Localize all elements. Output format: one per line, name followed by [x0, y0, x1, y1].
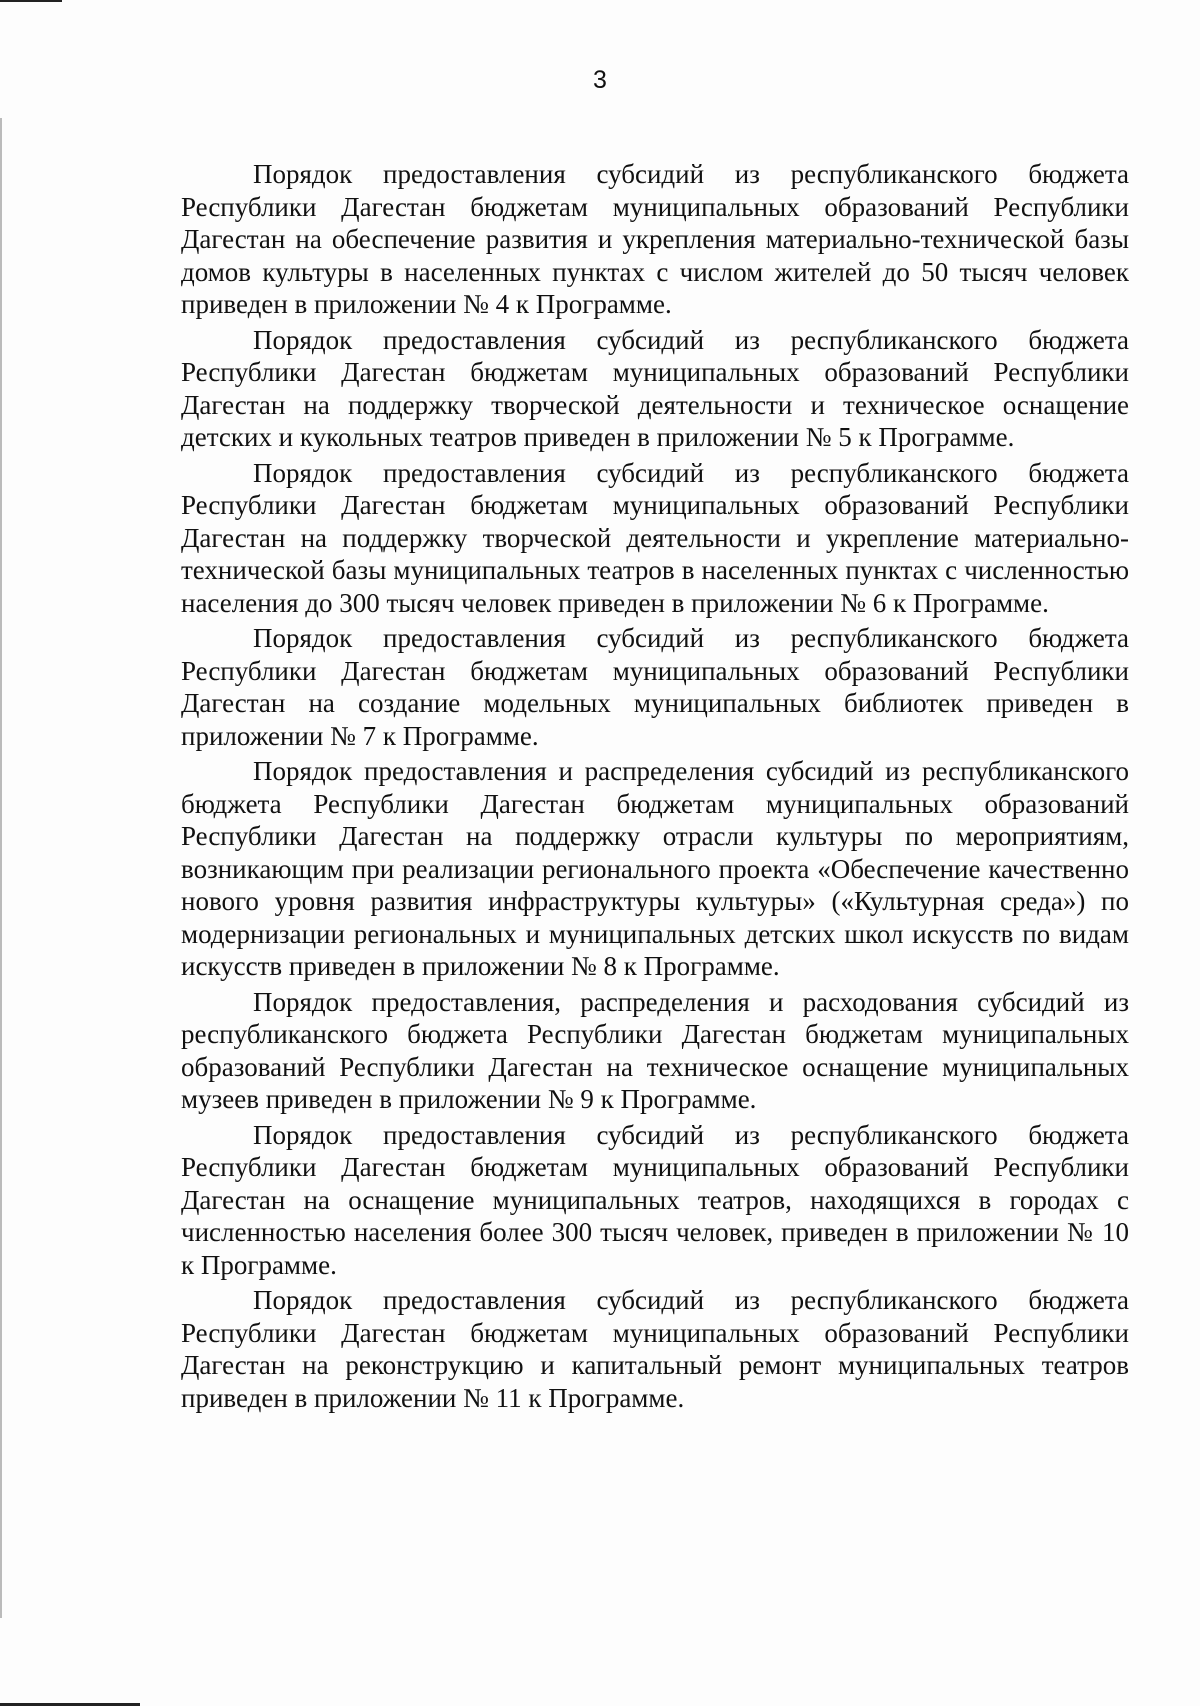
- paragraph-appendix-7: Порядок предоставления субсидий из республиканского бюджета Республики Дагестан бюджетам муниципальных образований Республики Дагестан на создание модельных муниципальных библиотек приведен в приложении № 7 к Программе.: [181, 623, 1129, 751]
- paragraph-appendix-8: Порядок предоставления и распределения субсидий из республиканского бюджета Республики Дагестан бюджетам муниципальных образований Республики Дагестан на поддержку отрасли культуры по мероприятиям, возникающим при реализации регионального проекта «Обеспечение качественно нового уровня развития инфраструктуры культуры» («Культурная среда») по модернизации региональных и муниципальных детских школ искусств по видам искусств приведен в приложении № 8 к Программе.: [181, 756, 1129, 981]
- paragraph-appendix-4: Порядок предоставления субсидий из республиканского бюджета Республики Дагестан бюджетам муниципальных образований Республики Дагестан на обеспечение развития и укрепления материально-технической базы домов культуры в населенных пунктах с числом жителей до 50 тысяч человек приведен в приложении № 4 к Программе.: [181, 159, 1129, 319]
- paragraph-appendix-11: Порядок предоставления субсидий из республиканского бюджета Республики Дагестан бюджетам муниципальных образований Республики Дагестан на реконструкцию и капитальный ремонт муниципальных театров приведен в приложении № 11 к Программе.: [181, 1285, 1129, 1413]
- paragraph-appendix-5: Порядок предоставления субсидий из республиканского бюджета Республики Дагестан бюджетам муниципальных образований Республики Дагестан на поддержку творческой деятельности и техническое оснащение детских и кукольных театров приведен в приложении № 5 к Программе.: [181, 324, 1129, 452]
- page-number: 3: [593, 66, 607, 94]
- paragraph-appendix-6: Порядок предоставления субсидий из республиканского бюджета Республики Дагестан бюджетам муниципальных образований Республики Дагестан на поддержку творческой деятельности и укрепление материально-технической базы муниципальных театров в населенных пунктах с численностью населения до 300 тысяч человек приведен в приложении № 6 к Программе.: [181, 457, 1129, 618]
- scan-edge-left: [0, 118, 2, 1618]
- paragraph-appendix-9: Порядок предоставления, распределения и расходования субсидий из республиканского бюджета Республики Дагестан бюджетам муниципальных образований Республики Дагестан на техническое оснащение муниципальных музеев приведен в приложении № 9 к Программе.: [181, 986, 1129, 1114]
- scan-edge-top: [0, 0, 62, 2]
- document-body: [181, 158, 1129, 1417]
- paragraph-appendix-10: Порядок предоставления субсидий из республиканского бюджета Республики Дагестан бюджетам муниципальных образований Республики Дагестан на оснащение муниципальных театров, находящихся в городах с численностью населения более 300 тысяч человек, приведен в приложении № 10 к Программе.: [181, 1119, 1129, 1280]
